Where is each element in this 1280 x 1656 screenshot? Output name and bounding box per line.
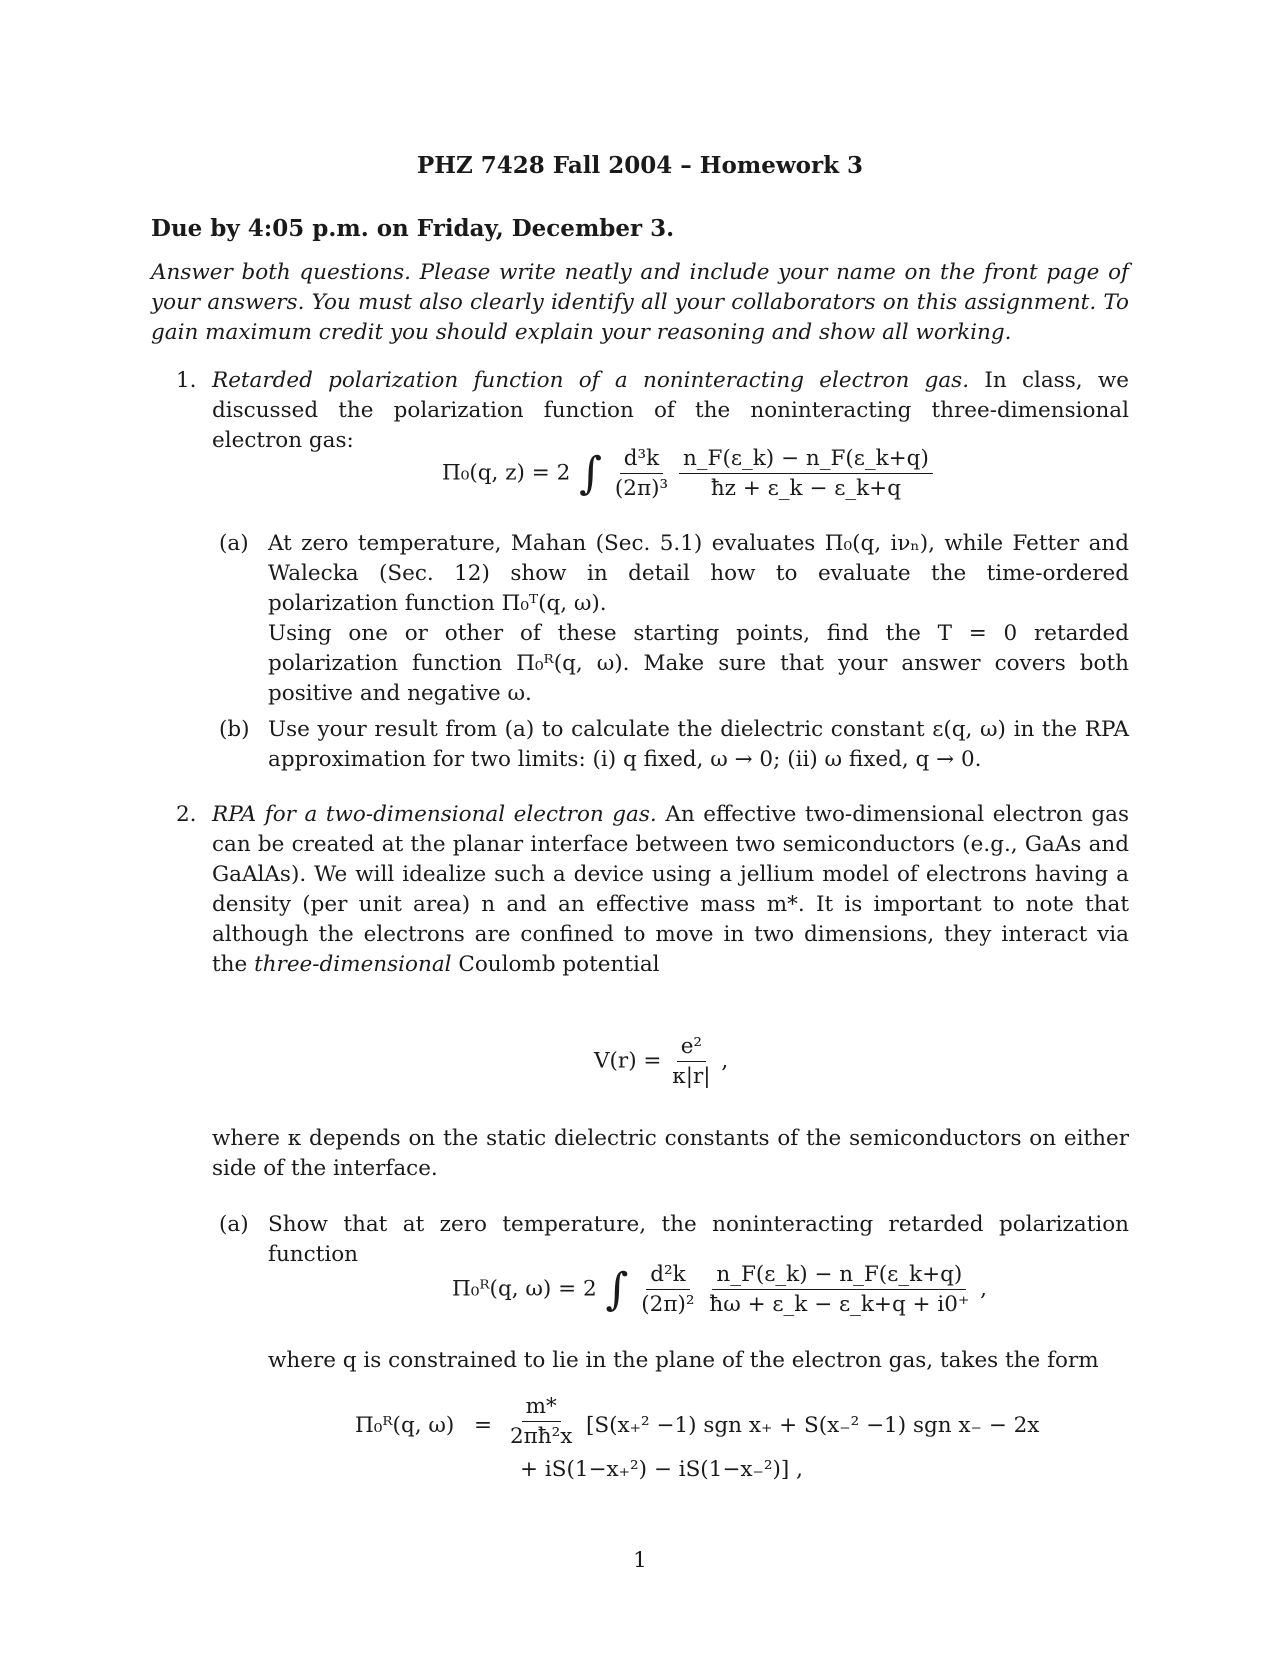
- question-1-number: 1.: [176, 368, 197, 393]
- eq-pi0-num: n_F(ε_k) − n_F(ε_k+q): [679, 446, 933, 474]
- eq3-prefactor-den: 2πħ²x: [510, 1424, 573, 1449]
- eq3-prefactor-num: m*: [522, 1394, 561, 1422]
- eq-pi0-2d-lhs: Π₀ᴿ(q, ω) = 2: [452, 1276, 597, 1302]
- question-1-heading: Retarded polarization function of a noninteracting electron gas.: [212, 368, 970, 393]
- instructions: Answer both questions. Please write neatly and include your name on the front page of your answers. You must also clearly identify all your collaborators on this assignment. To gain maximum credit you should explain your reasoning and show all working.: [151, 260, 1129, 345]
- eq3-line1: [S(x₊² −1) sgn x₊ + S(x₋² −1) sgn x₋ − 2x: [586, 1413, 1040, 1438]
- eq-pi0-2d-fraction: [705, 1262, 973, 1317]
- question-2-heading: RPA for a two-dimensional electron gas.: [212, 802, 657, 827]
- q1-part-a-text2: Using one or other of these starting points, find the T = 0 retarded polarization function Π₀ᴿ(q, ω). Make sure that your answer covers both positive and negative ω.: [268, 621, 1129, 706]
- eq-pi0-2d-num: n_F(ε_k) − n_F(ε_k+q): [712, 1262, 966, 1290]
- eq-pi0-lhs: Π₀(q, z) = 2: [442, 460, 571, 486]
- eq-pi0-2d-measure-den: (2π)²: [641, 1292, 695, 1317]
- equation-coulomb: [594, 1034, 728, 1089]
- eq-coulomb-tail: ,: [721, 1048, 729, 1074]
- q2-where2-text: where q is constrained to lie in the plane of the electron gas, takes the form: [268, 1348, 1099, 1373]
- eq3-equals: =: [474, 1413, 493, 1438]
- integral-sign: ∫: [605, 1264, 629, 1315]
- eq-pi0-measure: [611, 446, 672, 501]
- q1-part-a-text: At zero temperature, Mahan (Sec. 5.1) evaluates Π₀(q, iνₙ), while Fetter and Walecka (Sec. 12) show in detail how to evaluate the time-ordered polarization function Π₀ᵀ(q, ω).: [268, 531, 1129, 616]
- equation-pi0-2d: [452, 1262, 987, 1317]
- q1-part-b-label: (b): [219, 717, 250, 742]
- question-2-text-italic: three-dimensional: [254, 952, 452, 977]
- page-title: PHZ 7428 Fall 2004 – Homework 3: [416, 152, 864, 179]
- due-date: Due by 4:05 p.m. on Friday, December 3.: [151, 215, 675, 242]
- eq3-lhs: Π₀ᴿ(q, ω): [355, 1413, 455, 1438]
- eq-pi0-measure-num: d³k: [620, 446, 663, 474]
- page-number: 1: [633, 1548, 647, 1573]
- eq-coulomb-num: e²: [677, 1034, 706, 1062]
- eq-coulomb-lhs: V(r) =: [594, 1048, 662, 1074]
- eq-pi0-2d-den: ħω + ε_k − ε_k+q + i0⁺: [709, 1292, 970, 1317]
- q1-part-b-text: Use your result from (a) to calculate the dielectric constant ε(q, ω) in the RPA approximation for two limits: (i) q fixed, ω → 0; (ii) ω fixed, q → 0.: [268, 717, 1129, 772]
- eq-pi0-den: ħz + ε_k − ε_k+q: [710, 476, 901, 501]
- eq-pi0-fraction: [679, 446, 933, 501]
- eq-pi0-measure-den: (2π)³: [614, 476, 669, 501]
- eq3-prefactor-fraction: [506, 1394, 576, 1449]
- eq-coulomb-den: κ|r|: [672, 1064, 711, 1089]
- eq-pi0-2d-measure-num: d²k: [646, 1262, 689, 1290]
- question-1-text: In class, we discussed the polarization function of the noninteracting three-dimensional electron gas:: [212, 368, 1129, 453]
- q2-part-a-label: (a): [219, 1212, 249, 1237]
- integral-sign: ∫: [579, 448, 603, 499]
- eq3-line2: + iS(1−x₊²) − iS(1−x₋²)] ,: [520, 1457, 803, 1482]
- q1-part-a-label: (a): [219, 531, 249, 556]
- question-2-intro: [212, 800, 1129, 980]
- equation-pi0: [442, 446, 933, 501]
- eq-pi0-2d-measure: [637, 1262, 698, 1317]
- q2-where-text: where κ depends on the static dielectric constants of the semiconductors on either side of the interface.: [212, 1126, 1129, 1181]
- question-2-text-tail: Coulomb potential: [458, 952, 660, 977]
- eq3-prefactor: [506, 1394, 576, 1449]
- question-1-intro: [212, 366, 1129, 456]
- question-2-text: An effective two-dimensional electron gas can be created at the planar interface between two semiconductors (e.g., GaAs and GaAlAs). We will idealize such a device using a jellium model of electrons having a density (per unit area) n and an effective mass m*. It is important to note that although the electrons are confined to move in two dimensions, they interact via the: [212, 802, 1129, 977]
- q2-part-a-text: Show that at zero temperature, the noninteracting retarded polarization function: [268, 1212, 1129, 1267]
- eq-pi0-2d-tail: ,: [980, 1276, 987, 1302]
- eq-coulomb-fraction: [668, 1034, 714, 1089]
- question-2-number: 2.: [176, 802, 197, 827]
